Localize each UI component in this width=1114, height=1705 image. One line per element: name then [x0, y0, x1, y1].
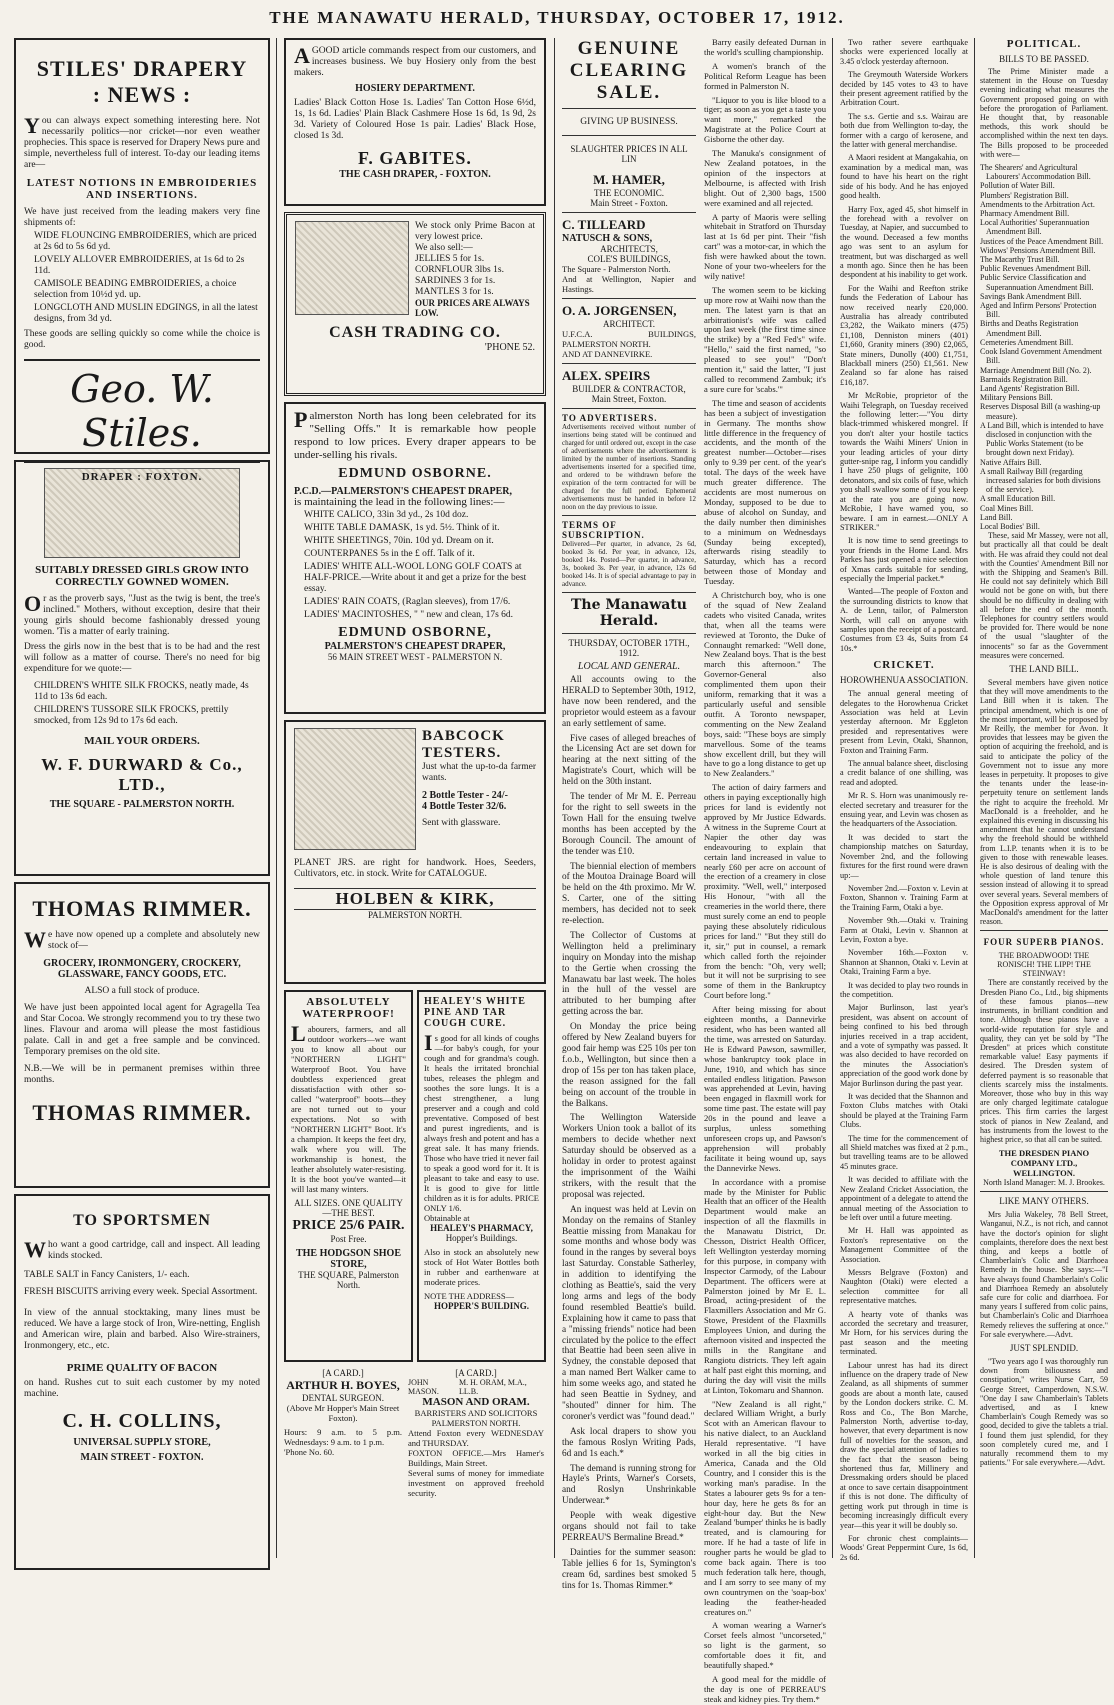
babcock-price-2: 4 Bottle Tester 32/6. [422, 801, 507, 812]
stiles-subtitle: : NEWS : [92, 82, 192, 107]
collins-address: MAIN STREET - FOXTON. [80, 1452, 204, 1463]
bill-item: Public Revenues Amendment Bill. [980, 264, 1091, 274]
article-paragraph: Labour unrest has had its direct influence on the drapery trade of New Zealand, as all shipments of summer goods are about a month late, caused by the London dockers strike. C. M. Ross and Co., The Bon Marche, Palmerston North, advertise to-day, however, that every department is now full of novelties for the season, and draw the special attention of ladies to the fact that the season being shortened thus far, Millinery and Dressmaking orders should be placed at once to save certain disappointment if this is not done. The difficulty of getting work put through in time is becoming increasingly difficult every year—this year it will be doubly so. [840, 1360, 968, 1530]
stiles-footer: DRAPER : FOXTON. [81, 471, 203, 483]
hamer-address: Main Street - Foxton. [590, 198, 668, 208]
cash-name: CASH TRADING CO. [329, 324, 501, 341]
collins-store: UNIVERSAL SUPPLY STORE, [73, 1437, 211, 1448]
collins-title: TO SPORTSMEN [73, 1212, 211, 1229]
article-paragraph: For the Waihi and Reefton strike funds the Federation of Labour has now received nearly £20,000. Australia has already contributed £3,282, the Waikato miners (475) £1,108, Denniston miners (401) £1,660, Granity miners (390) £2,065, State miners, Dunolly (400) £1,751, Blackball miners (250) £1,561. New Zealand so far alone has raised £16,187. [840, 283, 968, 387]
bill-item: Land Agents' Registration Bill. [980, 383, 1080, 393]
pianos-heading: FOUR SUPERB PIANOS. [983, 937, 1105, 948]
bill-item: Local Bodies' Bill. [980, 521, 1040, 531]
article-paragraph: The s.s. Gertie and s.s. Wairau are both due from Wellington to-day, the former with a cargo of kerosene, and the latter with general merchandise. [840, 111, 968, 150]
article-paragraph: A Maori resident at Mangakahia, on examination by a medical man, was found to have his heart on the right side of his body. And he has enjoyed good health. [840, 153, 968, 201]
gabites-name: F. GABITES. [358, 148, 472, 168]
article-paragraph: Two rather severe earthquake shocks were experienced locally at 3.45 o'clock yesterday afternoon. [840, 38, 968, 66]
article-paragraph: The time and season of accidents has been a subject of investigation in Germany. The months show little difference in the frequency of accidents, and the month of the greatest number—October—rises only to 9.39 per cent. of the year's total. The days of the week have much greater difference. The accidents are most numerous on Monday, supposed to be due to abuse of alcohol on Sunday, and the daily number then diminishes to a minimum on Wednesdays (Sunday being excepted), afterwards rising steadily to Saturday, which has a record between those of Monday and Tuesday. [704, 397, 826, 587]
clearing-sub: GIVING UP BUSINESS. [580, 117, 678, 127]
planet-body: PLANET JRS. are right for handwork. Hoes, Seeders, Cultivators, etc. in stock. Write for CATALOGUE. [294, 858, 536, 879]
list-item: LADIES' RAIN COATS, (Raglan sleeves), from 17/6. [304, 597, 511, 607]
mason-name: MASON AND ORAM. [422, 1396, 530, 1408]
tilleard-bldg: COLE'S BUILDINGS, [587, 254, 671, 264]
boyes-name: ARTHUR H. BOYES, [286, 1378, 400, 1392]
cash-also: We also sell:— [415, 243, 473, 253]
bill-item: Widows' Pensions Amendment Bill. [980, 245, 1096, 255]
mason-left: JOHN MASON. [408, 1378, 439, 1396]
osborne-address: 56 MAIN STREET WEST - PALMERSTON N. [327, 652, 503, 662]
boyes-phone: 'Phone No. 60. [284, 1447, 335, 1457]
terms-title: TERMS OF SUBSCRIPTION. [562, 520, 645, 540]
healey-title: HEALEY'S WHITE PINE AND TAR COUGH CURE. [424, 996, 526, 1029]
bill-item: Pharmacy Amendment Bill. [980, 209, 1070, 219]
babcock-glass: Sent with glassware. [422, 818, 501, 828]
rimmer-also: ALSO a full stock of produce. [84, 986, 200, 996]
babcock-sub: Just what the up-to-da farmer wants. [422, 762, 536, 783]
cash-phone: 'PHONE 52. [484, 342, 535, 353]
herald-date: THURSDAY, OCTOBER 17TH., 1912. [568, 638, 690, 658]
healey-extra: Also in stock an absolutely new stock of Hot Water Bottles both in rubber and earthenware at moderate prices. [424, 1247, 539, 1287]
rimmer-title-2: THOMAS RIMMER. [32, 1100, 252, 1125]
herald-nameplate: The Manawatu Herald. [571, 597, 687, 629]
stiles-ad [14, 38, 270, 483]
rimmer-note: N.B.—We will be in permanent premises within three months. [24, 1064, 260, 1085]
list-item: SARDINES 3 for 1s. [415, 276, 496, 286]
cricket-subheading: HOROWHENUA ASSOCIATION. [840, 675, 969, 686]
article-paragraph: After being missing for about eighteen months, a Dannevirke resident, who has been wanted all the time, was arrested on Saturday. He is Edward Pawson, sawmiller, whose bankruptcy took place in June, 1910, and which has since entailed endless litigation. Pawson was apprehended at Levin, having been engaged in flaxmill work for some time past. The estate will pay 20s in the pound and leave a surplus, unless something unforeseen crops up, and Pawson's apprehension will probably facilitate it being wound up, says the Dannevirke News. [704, 1004, 826, 1173]
collins-bacon: PRIME QUALITY OF BACON [66, 1362, 218, 1374]
bill-item: Public Service Classification and Superannuation Amendment Bill. [980, 273, 1094, 292]
article-paragraph: The demand is running strong for Hayle's Prints, Warner's Corsets, and Roslyn Unshrinkable Underwear.* [562, 1463, 696, 1507]
ad-row [284, 990, 546, 1368]
bill-item: Plumbers' Registration Bill. [980, 190, 1069, 200]
boyes-card [284, 1368, 402, 1498]
stiles-title: STILES' DRAPERY [36, 56, 248, 81]
cricket-heading: CRICKET. [873, 659, 935, 672]
clearing-slaughter: SLAUGHTER PRICES IN ALL LIN [570, 144, 688, 164]
article-paragraph: November 9th.—Otaki v. Training Farm at Otaki, Levin v. Shannon at Levin, Foxton a bye. [840, 916, 968, 944]
collins-firm: C. H. COLLINS, [62, 1410, 222, 1432]
boyes-address: (Above Mr Hopper's Main Street Foxton). [286, 1403, 400, 1423]
article-paragraph: It is now time to send greetings to your friends in the Home Land. Mrs Parkes has just opened a nice selection of Xmas cards suitable for sending, especially the Imperial packet.* [840, 536, 968, 583]
boyes-hours: Hours: 9 a.m. to 5 p.m. Wednesdays: 9 a.m. to 1 p.m. [284, 1427, 402, 1447]
article-paragraph: A good meal for the middle of the day is one of PERREAU'S steak and kidney pies. Try them.* [704, 1674, 826, 1704]
durward-ad [14, 460, 270, 876]
healey-pharmacy: HEALEY'S PHARMACY, [430, 1223, 533, 1233]
article-paragraph: In accordance with a promise made by the Minister for Public Health that an officer of the Health Department would make an inspection of all the flaxmills in the Manawatu District, Dr. Chesson, District Health Officer, left Wellington yesterday morning for this purpose, in company with Inspector Carmody, of the Labour Department. The officers were at Palmerston joined by Mr E. L. Broad, acting-president of the Flaxmillers Association and Mr G. Stowe, President of the Flaxmills Employees Union, and during the afternoon visited and inspected the mills in the Rangitane and Rangiotu districts. They left again at half past eight this morning, and during the day will visit the mills at Linton, Tokomaru and Shannon. [704, 1176, 826, 1395]
terms-body: Delivered—Per quarter, in advance, 2s 6d, booked 3s 6d. Per year, in advance, 12s, booked 14s. Posted—Per quarter, in advance, 3s, booked 3s. Per year, in advance, 12s 6d booked 14s. It is of special advantage to pay in advance. [562, 540, 696, 588]
tilleard-role: ARCHITECTS, [600, 244, 658, 254]
bill-item: Military Pensions Bill. [980, 393, 1053, 403]
rimmer-body-2: We have just been appointed local agent for Agragella Tea and Star Cocoa. We strongly recommend you to try these two lines. Flavour and aroma will please the most fastidious palate. Call in and get a free sample and be convinced. Temporary premises on the old site. [24, 1003, 260, 1057]
durward-headline: SUITABLY DRESSED GIRLS GROW INTO [35, 564, 249, 576]
durward-body-2: Dress the girls now in the best that is to be had and the rest will follow as a matter of course. There's no need for big expenditure for we quote:— [24, 642, 260, 674]
osborne-ad [284, 402, 546, 714]
rimmer-title: THOMAS RIMMER. [32, 896, 252, 921]
hodgson-address: THE SQUARE, Palmerston North. [298, 1270, 399, 1290]
jorgensen-name: O. A. JORGENSEN, [562, 303, 677, 318]
bill-item: The Macarthy Trust Bill. [980, 255, 1060, 265]
osborne-intro: Palmerston North has long been celebrated for its "Selling Offs." It is remarkable how people respond to low prices. Every draper appears to be under-selling his rivals. [294, 407, 536, 461]
healey-ad [417, 990, 546, 1362]
stiles-lead: We have just received from the leading makers very fine shipments of: [24, 207, 260, 228]
mason-office: FOXTON OFFICE.—Mrs Hamer's Buildings, Main Street. [408, 1448, 544, 1468]
bill-item: Cook Island Government Amendment Bill. [980, 347, 1102, 366]
land-paragraph: Several members have given notice that they will move amendments to the Land Bill when it is taken. The principal amendment, which is one of the most important, will be proposed by Mr Reilly, the member for Avon. It provides that lessees may be given the option of acquiring the freehold, and is said to anticipate the policy of the Government not to issue any more leases in perpetuity. It proposes to give the tenants under the lease-in-perpetuity tenure on settlement lands the right to acquire the freehold. Mr MacDonald is a freeholder, and he explained this evening in discussing his amendment that he cannot understand why the freehold should be withheld from L.I.P. tenants when it is to be given to those with renewable leases. He is also desirous of dealing with the whole question of land tenure this session instead of allowing it to spread over several years. Several members of the Opposition express approval of Mr MacDonald's amendment for the latter reason. [980, 678, 1108, 927]
article-paragraph: Major Burlinson, last year's president, was absent on account of being confined to his bed through injuries received in a trap accident, and a vote of sympathy was passed. It was also decided to have recorded on the minutes the Association's appreciation of the good work done by Major Burlinson during the past year. [840, 1003, 968, 1088]
bill-item: Justices of the Peace Amendment Bill. [980, 236, 1104, 246]
clearing-title: GENUINE [577, 38, 681, 59]
tilleard-also: And at Wellington, Napier and Hastings. [562, 274, 696, 294]
advertisers-title: TO ADVERTISERS. [562, 413, 658, 423]
stiles-closing: These goods are selling quickly so come while the choice is good. [24, 329, 260, 350]
article-paragraph: November 2nd.—Foxton v. Levin at Foxton, Shannon v. Training Farm at the Training Farm, Otaki a bye. [840, 883, 968, 912]
bill-item: Births and Deaths Registration Amendment Bill. [980, 319, 1079, 338]
article-paragraph: "New Zealand is all right," declared William Wright, a burly Scot with an American flavour to his native dialect, to an Auckland Herald representative. "I have worked in all the big cities in America, Canada and the Old Country, and I consider this is the working man's paradise. In the States a labourer gets 9s for a ten-hour day, here he gets 8s for an eight-hour day. But the New Zealand 'bumper' thinks he is badly treated, and is clamouring for more. If he had a taste of life in rougher parts he would be glad to come back again. There is too much federation talk here, though, and I am sorry to see many of my own countrymen on the 'soap-box' leading the feather-headed creatures on." [704, 1398, 826, 1617]
collins-salt: TABLE SALT in Fancy Canisters, 1/- each. [24, 1270, 190, 1280]
clearing-title-3: SALE. [596, 82, 662, 103]
bills-list [980, 163, 1108, 531]
hodgson-sizes: ALL SIZES. ONE QUALITY—THE BEST. [294, 1198, 403, 1218]
article-paragraph: Mr H. Hall was appointed as Foxton's representative on the Management Committee of the Association. [840, 1226, 968, 1264]
healey-address: HOPPER'S BUILDING. [433, 1301, 529, 1311]
list-item: LONGCLOTH AND MUSLIN EDGINGS, in all the latest designs, from 3d yd. [34, 303, 258, 324]
article-paragraph: The tender of Mr M. E. Perreau for the right to sell sweets in the Town Hall for the ensuing twelve months has been accepted by the Borough Council. The amount of the tender was £10. [562, 792, 696, 857]
hodgson-post: Post Free. [330, 1234, 367, 1244]
article-paragraph: The Manuka's consignment of New Zealand potatoes, in the opinion of the inspectors at Melbourne, is affected with Irish blight. Out of 2,300 bags, 1500 were examined and all rejected. [704, 148, 826, 208]
boyes-card-label: [A CARD.] [322, 1368, 364, 1378]
article-paragraph: It was decided that the Shannon and Foxton Clubs matches with Otaki should be played at the Training Farm Clubs. [840, 1092, 968, 1130]
list-item: CAMISOLE BEADING EMBROIDERIES, a choice selection from 10½d yd. up. [34, 279, 237, 300]
column-rule [832, 38, 833, 1558]
article-paragraph: The Greymouth Waterside Workers decided by 145 votes to 43 to have their present agreement ratified by the Arbitration Court. [840, 70, 968, 108]
dresden-name: THE DRESDEN PIANO COMPANY LTD., WELLINGTON. [998, 1148, 1090, 1179]
article-paragraph: All accounts owing to the HERALD to September 30th, 1912, have now been rendered, and the proprietor would esteem as a favour an early settlement of same. [562, 675, 696, 729]
article-paragraph: The women seem to be kicking up more row at Waihi now than the men. The latest yarn is that an arbitrationist's wife was called upon last week (the first time since the strike) by a "Red Fed's" wife. "Hello," said the first named, "so pleased to see you!" "Don't mention it," said the latter, "I just called to recommend Zambuk; it's a sure cure for 'scabs.'" [704, 284, 826, 394]
article-paragraph: Dainties for the summer season: Table jellies 6 for 1s, Symington's cream 6d, sardines best smoked 5 tins for 1s. Thomas Rimmer.* [562, 1547, 696, 1591]
list-item: WHITE CALICO, 33in 3d yd., 2s 10d doz. [304, 510, 469, 520]
list-item: CHILDREN'S TUSSORE SILK FROCKS, prettily smocked, from 12s 9d to 17s 6d each. [34, 705, 229, 726]
cash-trading-ad [284, 212, 546, 396]
bill-item: Pollution of Water Bill. [980, 181, 1055, 191]
article-paragraph: A woman wearing a Warner's Corset feels almost "uncorseted," so light is the garment, so comfortable does it fit, and beautifully shaped.* [704, 1620, 826, 1671]
tilleard-name: C. TILLEARD [562, 217, 646, 232]
osborne-lead: is maintaining the lead in the following lines:— [294, 496, 505, 508]
bill-item: Aged and Infirm Persons' Protection Bill. [980, 301, 1097, 320]
bill-item: Amendments to the Arbitration Act. [980, 199, 1095, 209]
butcher-illustration [295, 221, 409, 315]
mason-sub: BARRISTERS AND SOLICITORS PALMERSTON NORTH. [414, 1408, 538, 1428]
bill-item: Savings Bank Amendment Bill. [980, 291, 1082, 301]
bill-item: Barmaids Registration Bill. [980, 374, 1068, 384]
advertisers-body: Advertisements received without number of insertions being stated will be continued and charged for until ordered out, except in the case of advertisements where the advertisement is limited by the number of insertions. Standing advertisements inserted for a specified time, and ordered to be withdrawn before the expiration of the term contracted for will be charged for the full period. Ephemeral advertisements must be handed in before 12 noon on the day previous to issue. [562, 423, 696, 511]
hamer-tag: THE ECONOMIC. [594, 188, 664, 198]
article-paragraph: Five cases of alleged breaches of the Licensing Act are set down for hearing at the next sitting of the Magistrate's Court, which will be held on the 30th instant. [562, 733, 696, 788]
article-paragraph: "Liquor to you is like blood to a tiger; as soon as you get a taste you want more," remarked the Magistrate at the Police Court at Gisborne the other day. [704, 94, 826, 145]
list-item: JELLIES 5 for 1s. [415, 254, 485, 264]
babcock-price-1: 2 Bottle Tester - 24/- [422, 790, 508, 801]
list-item: COUNTERPANES 5s in the £ off. Talk of it. [304, 549, 475, 559]
column-2 [284, 38, 546, 1498]
rimmer-ad [14, 882, 270, 1188]
bill-item: Cemeteries Amendment Bill. [980, 337, 1074, 347]
pianos-paragraph: There are constantly received by the Dresden Piano Co., Ltd., big shipments of these famous pianos—new instruments, in brilliant condition and tone. Although these pianos have a world-wide reputation for style and quality, they can yet be sold by "The Dresden" at prices which constitute remarkable value! Easy payments if desired. The Dresden system of deferred payment is so reasonable that clients scarcely miss the instalments. Moreover, those who buy in this way are only charged legitimate catalogue prices. This firm carries the largest stock of pianos in New Zealand, and has instruments from the lowest to the highest price, so that all can be suited. [980, 978, 1108, 1144]
article-paragraph: Barry easily defeated Durnan in the world's sculling championship. [704, 37, 826, 57]
list-item: WHITE TABLE DAMASK, 1s yd. 5½. Think of it. [304, 523, 500, 533]
boyes-title: DENTAL SURGEON. [302, 1393, 384, 1403]
mason-money: Several sums of money for immediate investment on approved freehold security. [408, 1468, 544, 1498]
list-item: LOVELY ALLOVER EMBROIDERIES, at 1s 6d to 2s 11d. [34, 255, 245, 276]
healey-obtain: Obtainable at [424, 1213, 470, 1223]
cash-intro: We stock only Prime Bacon at very lowest price. [415, 221, 535, 242]
bill-item: The Shearers' and Agricultural Labourers' Accommodation Bill. [980, 163, 1091, 182]
column-rule [554, 38, 555, 1558]
article-paragraph: Harry Fox, aged 45, shot himself in the forehead with a revolver on Tuesday, at Napier, and succumbed to the wound. Deceased a few months ago was sent to an asylum for treatment, but was discharged as well a month ago. Since then he has been despondent at his inability to get work. [840, 204, 968, 280]
bill-item: Native Affairs Bill. [980, 457, 1042, 467]
article-paragraph: It was decided to start the championship matches on Saturday, November 2nd, and the following fixtures for the first round were drawn up:— [840, 832, 968, 880]
article-paragraph: The annual general meeting of delegates to the Horowhenua Cricket Association was held at Levin yesterday afternoon. Mr Eggleton presided and representatives were present from Levin, Otaki, Shannon, Foxton and Training Farm. [840, 689, 968, 755]
column-rule [276, 38, 277, 1558]
article-paragraph: Mr R. S. Horn was unanimously re-elected secretary and treasurer for the ensuing year, and Levin was chosen as the headquarters of the Association. [840, 791, 968, 829]
mason-attend: Attend Foxton every WEDNESDAY and THURSDAY. [408, 1428, 544, 1448]
section-heading: LOCAL AND GENERAL. [577, 661, 681, 672]
column-rule [974, 38, 975, 1558]
bills-heading: BILLS TO BE PASSED. [999, 54, 1089, 64]
list-item: LADIES' WHITE ALL-WOOL LONG GOLF COATS at HALF-PRICE.—Write about it and get a prize for the best essay. [304, 562, 527, 594]
osborne-name-2: EDMUND OSBORNE, [338, 625, 492, 640]
article-paragraph: November 16th.—Foxton v. Shannon at Shannon, Otaki v. Levin at Otaki, Training Farm a bye. [840, 948, 968, 977]
column-4 [704, 37, 826, 1704]
holben-address: PALMERSTON NORTH. [368, 910, 462, 920]
durward-address: THE SQUARE - PALMERSTON NORTH. [49, 799, 235, 810]
durward-body: Or as the proverb says, "Just as the twig is bent, the tree's inclined." Mothers, without exception, desire that their young girls should become fashionably dressed young women. 'Tis a matter of early training. [24, 591, 260, 637]
bill-item: Reserves Disposal Bill (a washing-up measure). [980, 402, 1101, 421]
bill-item: A small Education Bill. [980, 494, 1056, 504]
bill-item: Coal Mines Bill. [980, 503, 1034, 513]
hodgson-body: Labourers, farmers, and all outdoor workers—we want you to know all about our "NORTHERN LIGHT" Waterproof Boot. You have doubtless experienced great dissatisfaction with other so-called "waterproof" boots—they are not turned out to your expectations. Not so with "NORTHERN LIGHT" Boot. It's a champion. It keeps the feet dry, walk where you will. The workmanship is honest, the leather absolutely water-resisting. It is the boot you've wanted—it will last many winters. [291, 1021, 406, 1194]
article-paragraph: The Wellington Waterside Workers Union took a ballot of its members to decide whether next Saturday should be observed as a holiday in order to protest against the imprisonment of the Waihi strikers, with the result that the proposal was rejected. [562, 1113, 696, 1200]
pianos-sub: THE BROADWOOD! THE RONISCH! THE LIPP! THE STEINWAY! [997, 951, 1091, 979]
jorgensen-role: ARCHITECT. [602, 319, 656, 329]
jorgensen-bldg: U.F.C.A. BUILDINGS, PALMERSTON NORTH. [562, 329, 696, 349]
hodgson-name: THE HODGSON SHOE STORE, [295, 1248, 402, 1270]
political-heading: POLITICAL. [1006, 38, 1082, 50]
article-paragraph: A Christchurch boy, who is one of the squad of New Zealand cadets who visited Canada, writes that, when all the teams were reviewed at Toronto, the Duke of Connaught remarked: "Well done, New Zealand boys. That is the best march this afternoon." The Governor-General also complimented them upon their uniform, remarking that it was a particularly useful and sensible outfit. A Toronto newspaper, commenting on the New Zealand boys, said: "These boys are simply marvellous. Some of the teams show excellent drill, but they will have to go a long distance to get up to New Zealanders." [704, 590, 826, 779]
gabites-address: THE CASH DRAPER, - FOXTON. [339, 169, 491, 180]
osborne-name: EDMUND OSBORNE. [338, 466, 492, 481]
collins-ad [14, 1194, 270, 1570]
healey-buildings: Hopper's Buildings. [445, 1233, 518, 1243]
tester-illustration [294, 728, 416, 850]
list-item: CORNFLOUR 3lbs 1s. [415, 265, 504, 275]
splendid-paragraph: "Two years ago I was thoroughly run down from biliousness and constipation," writes Nurse Carr, 59 George Street, Camperdown, N.S.W. "One day I saw Chamberlain's Tablets advertised, and as I knew Chamberlain's Cough Remedy was so good, decided to give the tablets a trial. I found them just splendid, for they soon completely cured me, and I naturally recommend them to my patients." For sale everywhere.—Advt. [980, 1356, 1108, 1468]
speirs-address: Main Street, Foxton. [591, 394, 667, 404]
like-paragraph: Mrs Julia Wakeley, 78 Bell Street, Wanganui, N.Z., is not rich, and cannot have the doctor's opinion for slight complaints, therefore does the next best thing, and keeps a bottle of Chamberlain's Colic and Diarrhoea Remedy in the house. She says:—"I have always found Chamberlain's Colic and Diarrhoea Remedy an absolutely safe cure for colic and diarrhoea. For many years I suffered from colic pains, but Chamberlain's Colic and Diarrhoea Remedy relieves the suffering at once." For sale everywhere.—Advt. [980, 1210, 1108, 1339]
collins-body-2: In view of the annual stocktaking, many lines must be reduced. We have a large stock of Iron, Wire-netting, English and American wire, plain and barbed. Also Wire-strainers, Ironmongery, etc., etc. [24, 1308, 260, 1351]
list-item: WHITE SHEETINGS, 70in. 10d yd. Dream on it. [304, 536, 494, 546]
column-5 [840, 38, 969, 1562]
political-intro: The Prime Minister made a statement in the House on Tuesday evening indicating what measures the Government proposed going on with before the prorogation of Parliament. He thought that, by reasonable methods, this work should be accomplished within the next ten days. The Bills proposed to be proceeded with were— [980, 67, 1108, 159]
card-row [284, 1368, 546, 1498]
column-3 [562, 38, 696, 1596]
land-heading: THE LAND BILL. [1009, 664, 1079, 674]
article-paragraph: The Collector of Customs at Wellington held a preliminary inquiry on Monday into the mishap to the Gertie when crossing the Manawatu bar last week. The holes in the hull of the vessel are attributed to her bumping after getting across the bar. [562, 930, 696, 1018]
jorgensen-also: AND AT DANNEVIRKE. [562, 349, 653, 359]
article-paragraph: It was decided to affiliate with the New Zealand Cricket Association, the appointment of a delegate to attend the annual meeting of the Association to be left over until a future meeting. [840, 1175, 968, 1222]
mason-right: M. H. ORAM, M.A., LL.B. [459, 1378, 527, 1396]
healey-body: Is good for all kinds of coughs—for baby's cough, for your cough and for grandma's cough. It heals the irritated bronchial tubes, releases the phlegm and soothes the sore lungs. It is a chest strengthener, a lung preserver and a cough and cold preventative. Composed of best and purest ingredients, and is always fresh and potent and has a great sale. It has many friends. Those who have tried it never fail to speak a good word for it. It is pleasant to take and easy to use. It is good to give for little children as it is for adults. PRICE ONLY 1/6. [424, 1030, 539, 1213]
article-paragraph: For chronic chest complaints—Woods' Great Peppermint Cure, 1s 6d, 2s 6d. [840, 1533, 968, 1562]
durward-firm: W. F. DURWARD & Co., LTD., [41, 755, 243, 794]
rimmer-body: We have now opened up a complete and absolutely new stock of— [24, 927, 260, 952]
collins-bacon-body: on hand. Rushes cut to suit each customer by my noted machine. [24, 1378, 260, 1399]
collins-body: Who want a good cartridge, call and inspect. All leading kinds stocked. [24, 1237, 260, 1262]
mason-card-label: [A CARD.] [455, 1368, 497, 1378]
article-paragraph: The time for the commencement of all Shield matches was fixed at 2 p.m., but travelling teams are to be allowed 45 minutes grace. [840, 1133, 968, 1171]
article-paragraph: An inquest was held at Levin on Monday on the remains of Stanley Beattie missing from Manakau for some months and whose body was found in the ranges by several boys last Saturday. Constable Satherley, in addition to identifying the clothing as Beattie's, said the very long arms and legs of the body found resembled Beattie's build. Explaining how it came to pass that a "missing friends" notice had been circulated by the police to the effect that Beattie had been seen alive in Sydney, the constable deposed that a man named Bert Walker came to him some weeks ago, and stated he had seen Beattie in Sydney, and "shouted" dinner for him. The coroner's verdict was "found dead." [562, 1204, 696, 1422]
osborne-tag-2: PALMERSTON'S CHEAPEST DRAPER, [324, 641, 506, 652]
bill-item: Land Bill. [980, 512, 1013, 522]
stiles-signature: Geo. W. Stiles. [24, 359, 260, 463]
durward-mail: MAIL YOUR ORDERS. [84, 735, 200, 747]
hodgson-price: PRICE 25/6 PAIR. [292, 1218, 405, 1233]
article-paragraph: Mr McRobie, proprietor of the Waihi Telegraph, on Tuesday received the following letter:—"You dirty black-trimmed whiskered mongrel. If you don't alter your hostile tactics towards the Waihi Miners' Union in your leading articles of your dirty gutter-snipe rag, I inform you candidly I have 250 plugs of gelignite, 100 detonators, and six coils of fuse, which you shall swallow some of if you keep at the rate you are going now. McRobie, I have warned you, so beware. I am in earnest.—ONLY A STRIKER." [840, 391, 968, 532]
political-paragraph: These, said Mr Massey, were not all, but practically all that could be dealt with. He was afraid they could not deal with the Counties' Amendment Bill nor with the Shipping and Seamen's Bill. He could not say definitely which Bill would not be gone on with, but there should be no difficulty in dealing with all before the end of the month. Telephones for country settlers would be provided for. There would be none of the usual "slaughter of the innocents" so far as the Government measures were concerned. [980, 531, 1108, 660]
list-item: WIDE FLOUNCING EMBROIDERIES, which are priced at 2s 6d to 5s 6d yd. [34, 231, 257, 252]
stiles-intro: You can always expect something interesting here. Not necessarily politics—nor cricket—nor even weather prophecies. This space is reserved for Drapery News pure and simple, nevertheless full of interest. To-day our leading items are— [24, 113, 260, 170]
like-heading: LIKE MANY OTHERS. [999, 1196, 1089, 1207]
article-paragraph: The annual balance sheet, disclosing a credit balance of one shilling, was read and adopted. [840, 759, 968, 787]
gabites-intro: AGOOD article commands respect from our customers, and increases business. We buy Hosiery only from the best makers. [294, 43, 536, 78]
article-paragraph: Ask local drapers to show you the famous Roslyn Writing Pads, 6d and 1s each.* [562, 1426, 696, 1459]
masthead: THE MANAWATU HERALD, THURSDAY, OCTOBER 17, 1912. [269, 8, 845, 27]
speirs-name: ALEX. SPEIRS [562, 368, 651, 383]
holben-kirk-ad [284, 720, 546, 984]
article-paragraph: Messrs Belgrave (Foxton) and Naughton (Otaki) were elected a selection committee for all representative matches. [840, 1267, 968, 1306]
hamer-name: M. HAMER, [593, 172, 665, 187]
stiles-heading: LATEST NOTIONS IN EMBROIDERIES AND INSERTIONS. [26, 177, 258, 201]
list-item: CHILDREN'S WHITE SILK FROCKS, neatly made, 4s 11d to 13s 6d each. [34, 681, 249, 702]
rimmer-stock: GROCERY, IRONMONGERY, CROCKERY, GLASSWARE, FANCY GOODS, ETC. [43, 958, 241, 980]
article-paragraph: On Monday the price being offered by New Zealand buyers for good fair hemp was £25 10s per ton f.o.b., Wellington, but since then a drop of 15s per ton has taken place, the reason assigned for the fall being on account of the trouble in the Balkans. [562, 1022, 696, 1109]
tilleard-address: The Square - Palmerston North. [562, 264, 671, 274]
article-paragraph: A hearty vote of thanks was accorded the secretary and treasurer, Mr Horn, for his services during the past season and the meeting terminated. [840, 1309, 968, 1357]
bill-item: Marriage Amendment Bill (No. 2). [980, 365, 1092, 375]
bill-item: Local Authorities' Superannuation Amendment Bill. [980, 218, 1090, 237]
article-paragraph: A party of Maoris were selling whitebait in Stratford on Thursday last at 1s 6d per pint. Their "fish cart" was a motor-car, in which the fish were hawked about the town. None of your two-wheelers for the wily native! [704, 211, 826, 281]
gabites-body: Ladies' Black Cotton Hose 1s. Ladies' Tan Cotton Hose 6½d, 1s, 1s 6d. Ladies' Plain Black Cashmere Hose 1s 6d, 1s 9d, 2s 3d. Variety of Coloured Hose 1s pair. Ladies' Black Hose, closed 1s 3d. [294, 98, 536, 141]
mason-card [408, 1368, 544, 1498]
collins-biscuits: FRESH BISCUITS arriving every week. Special Assortment. [24, 1287, 258, 1297]
cash-prices: OUR PRICES ARE ALWAYS LOW. [415, 298, 530, 318]
splendid-heading: JUST SPLENDID. [1009, 1342, 1079, 1353]
hodgson-title: ABSOLUTELY WATERPROOF! [302, 996, 395, 1020]
list-item: LADIES' MACINTOSHES, " " new and clean, 17s 6d. [304, 610, 514, 620]
speirs-role: BUILDER & CONTRACTOR, [572, 384, 686, 394]
column-6 [980, 38, 1108, 1558]
gabites-ad [284, 38, 546, 206]
article-paragraph: People with weak digestive organs should not fail to take PERREAU'S Bermaline Bread.* [562, 1511, 696, 1543]
bill-item: A Land Bill, which is intended to have disclosed in conjunction with the Public Works Statement (to be brought down next Friday). [980, 420, 1104, 458]
clearing-title-2: CLEARING [569, 60, 689, 81]
article-paragraph: The biennial election of members of the Moutoa Drainage Board will be held on the 4th proximo. Mr W. S. Carter, one of the sitting members, has decided not to seek re-election. [562, 861, 696, 927]
tilleard-firm: NATUSCH & SONS, [562, 233, 653, 244]
article-paragraph: The action of dairy farmers and others in paying exceptionally high prices for land is evidently not approved by Mr Justice Edwards. A witness in the Supreme Court at Napier the other day was endeavouring to explain that certain land increased in value to nearly £60 per acre on account of the erection of a creamery in close proximity. "Well, well," interposed His Honour, "with all the creameries in the world there, there must surely come an end to people paying these absolutely ridiculous prices for land." "But they still do it, sir," put in counsel, a remark which called forth the rejoinder from the bench: "Oh, very well; but it will not be surprising to see some of them in the Bankruptcy Court before long." [704, 782, 826, 1001]
holben-name: HOLBEN & KIRK, [294, 888, 536, 910]
durward-headline-2: CORRECTLY GOWNED WOMEN. [55, 576, 229, 588]
healey-note: NOTE THE ADDRESS— [424, 1291, 515, 1301]
babcock-title: BABCOCK TESTERS. [422, 728, 505, 761]
bill-item: A small Railway Bill (regarding increased salaries for both divisions of the service). [980, 466, 1101, 495]
list-item: MANTLES 3 for 1s. [415, 287, 494, 297]
osborne-tag: P.C.D.—PALMERSTON'S CHEAPEST DRAPER, [294, 486, 512, 497]
article-paragraph: A women's branch of the Political Reform League has been formed in Palmerston N. [704, 60, 826, 91]
column-1 [14, 38, 270, 1576]
gabites-dept: HOSIERY DEPARTMENT. [355, 83, 475, 94]
article-paragraph: It was decided to play two rounds in the competition. [840, 980, 968, 999]
hodgson-ad [284, 990, 413, 1362]
article-paragraph: Wanted—The people of Foxton and the surrounding districts to know that A. de Lenn, tailor, of Palmerston North, will call on anyone with samples upon the receipt of a postcard. Costumes from £3 4s, Suits from £4 10s.* [840, 587, 968, 653]
dresden-manager: North Island Manager: M. J. Brookes. [983, 1178, 1105, 1188]
